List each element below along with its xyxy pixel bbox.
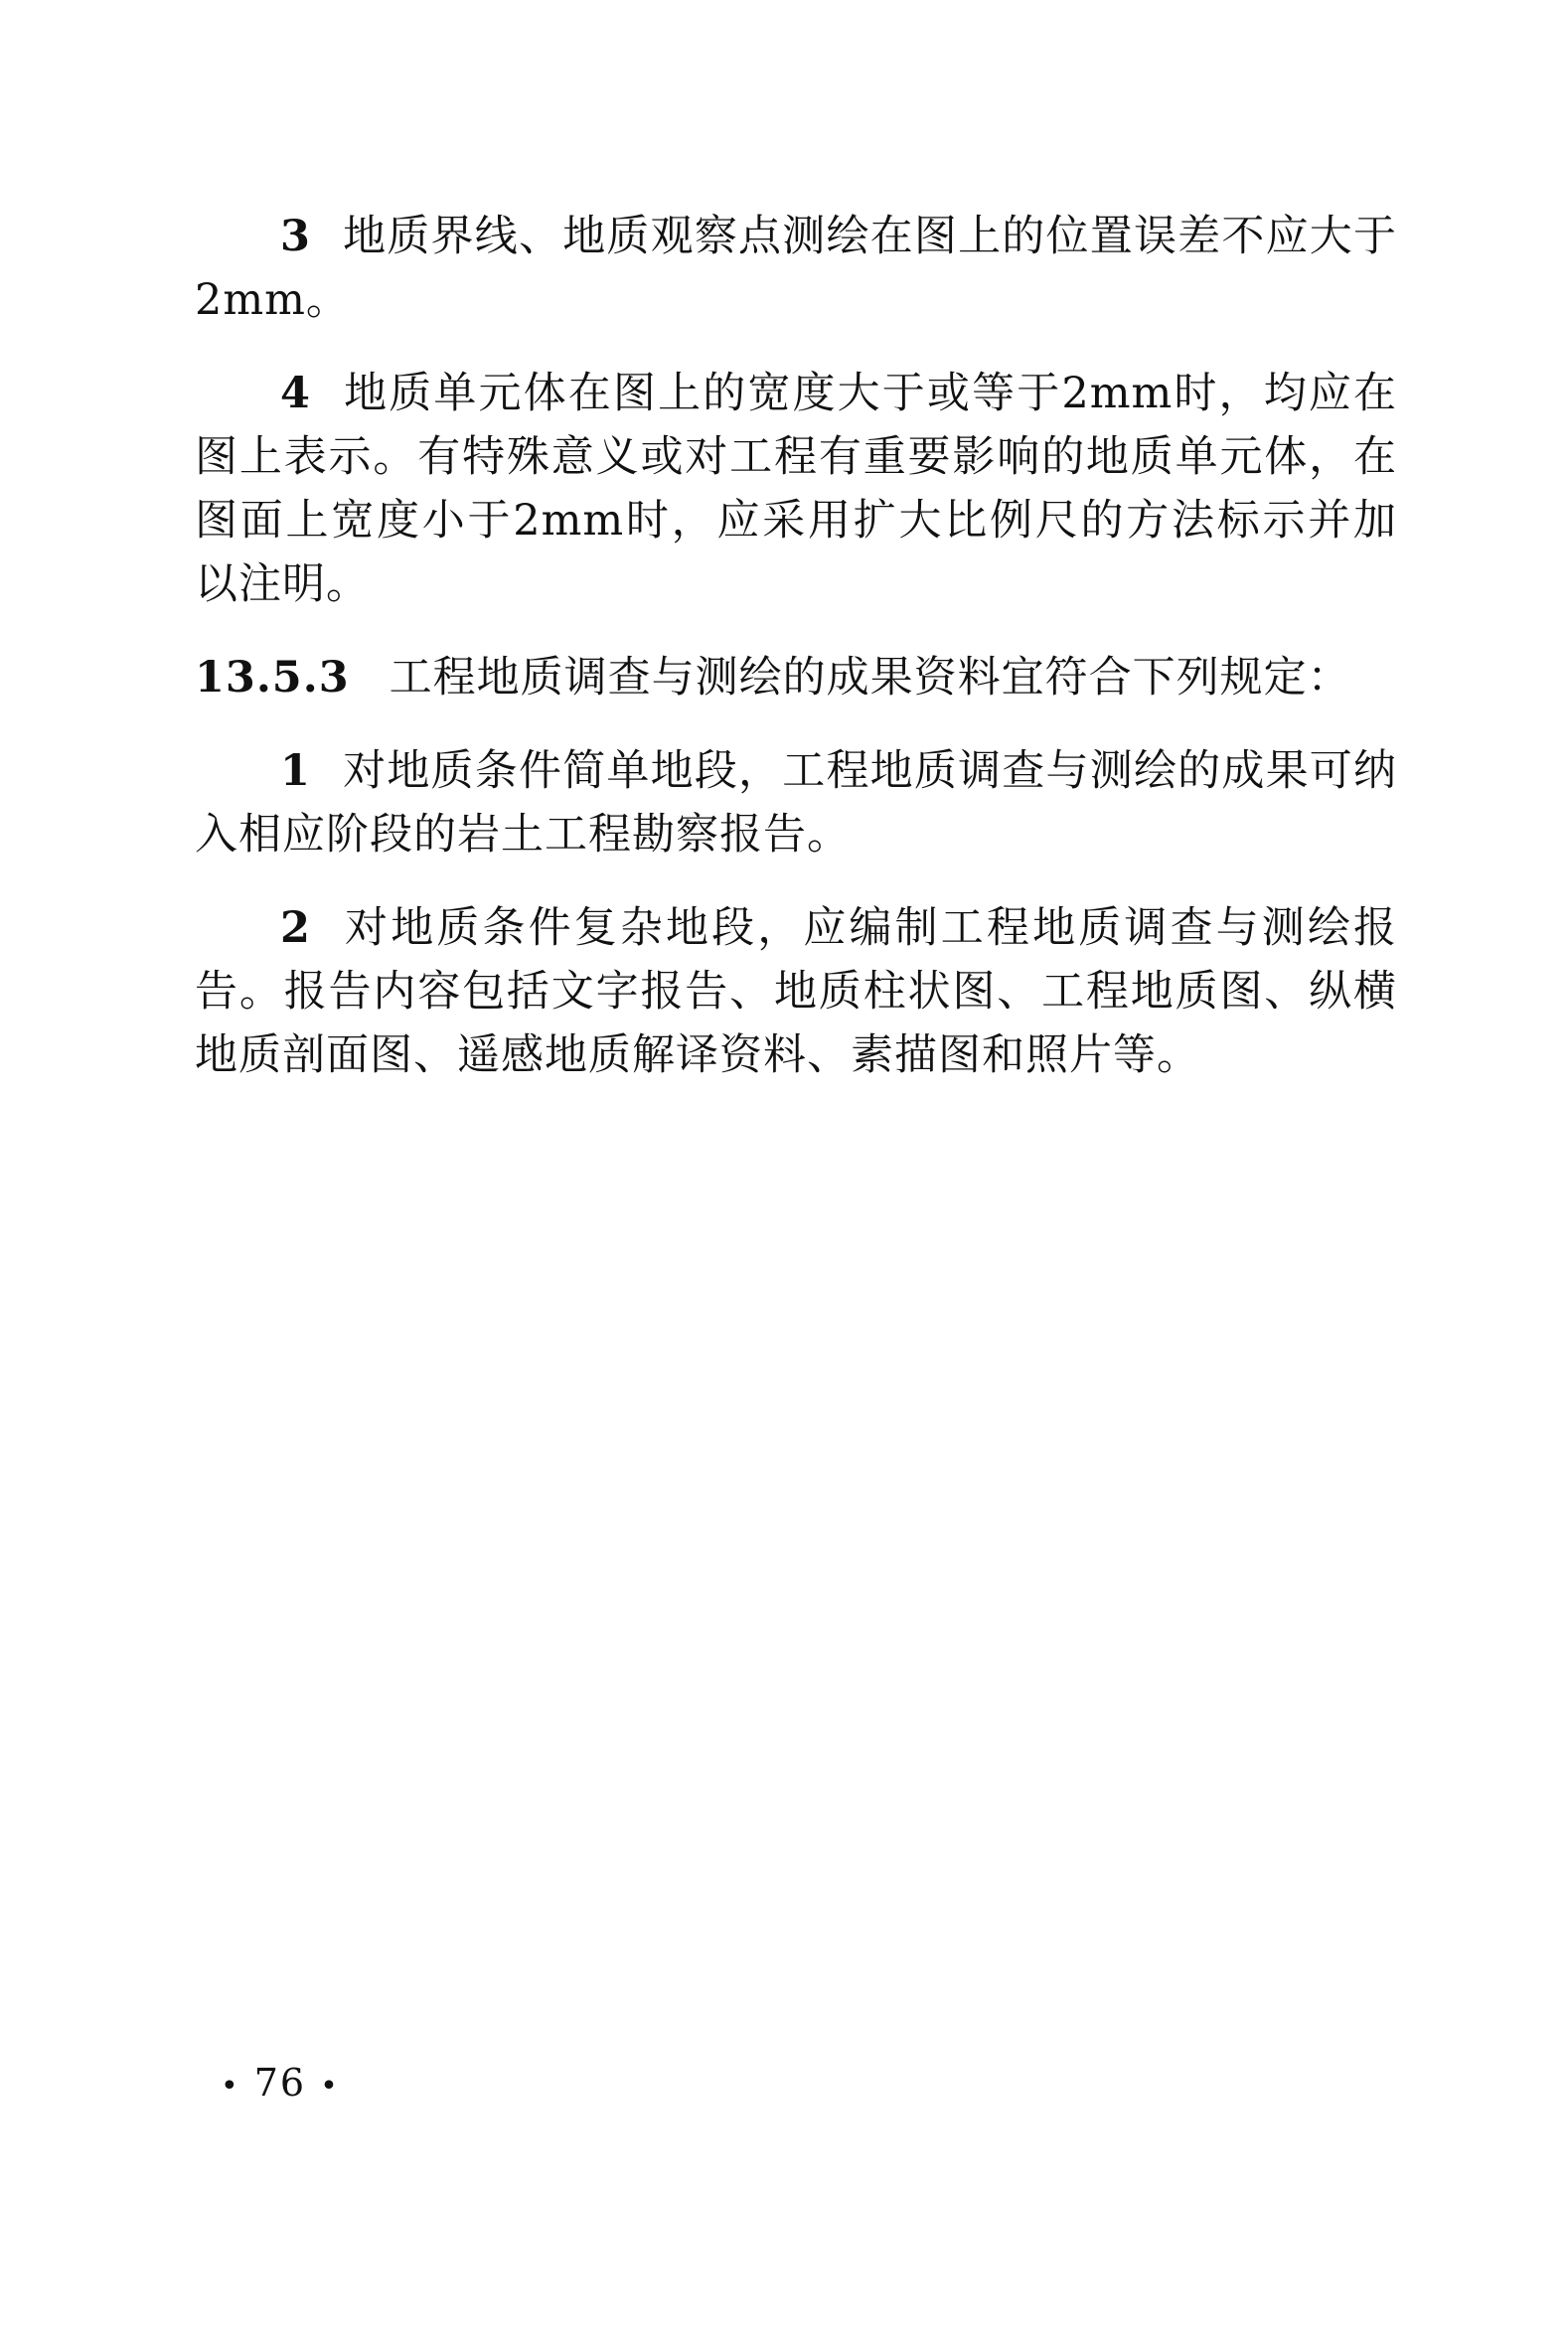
page-number: 76 bbox=[253, 2061, 307, 2105]
item-number: 2 bbox=[280, 903, 311, 953]
paragraph-item-1 bbox=[195, 739, 1397, 866]
clause-text: 工程地质调查与测绘的成果资料宜符合下列规定： bbox=[389, 653, 1351, 703]
page-number-bullet-left: • bbox=[221, 2069, 240, 2104]
item-number: 4 bbox=[280, 369, 311, 418]
document-body bbox=[195, 205, 1397, 1087]
item-text: 地质界线、地质观察点测绘在图上的位置误差不应大于2mm。 bbox=[195, 212, 1397, 325]
paragraph-item-2 bbox=[195, 896, 1397, 1087]
paragraph-item-4 bbox=[195, 362, 1397, 616]
item-number: 3 bbox=[280, 212, 311, 261]
clause-13-5-3 bbox=[195, 646, 1397, 709]
item-text: 对地质条件简单地段，工程地质调查与测绘的成果可纳入相应阶段的岩土工程勘察报告。 bbox=[195, 746, 1397, 860]
clause-number: 13.5.3 bbox=[195, 653, 350, 703]
item-text: 对地质条件复杂地段，应编制工程地质调查与测绘报告。报告内容包括文字报告、地质柱状图、工程地质图、纵横地质剖面图、遥感地质解译资料、素描图和照片等。 bbox=[195, 903, 1397, 1080]
item-number: 1 bbox=[280, 746, 311, 796]
page-number-bullet-right: • bbox=[320, 2069, 340, 2104]
paragraph-item-3 bbox=[195, 205, 1397, 332]
page-footer bbox=[207, 2061, 354, 2105]
item-text: 地质单元体在图上的宽度大于或等于2mm时，均应在图上表示。有特殊意义或对工程有重要影响的地质单元体，在图面上宽度小于2mm时，应采用扩大比例尺的方法标示并加以注明。 bbox=[195, 369, 1397, 609]
